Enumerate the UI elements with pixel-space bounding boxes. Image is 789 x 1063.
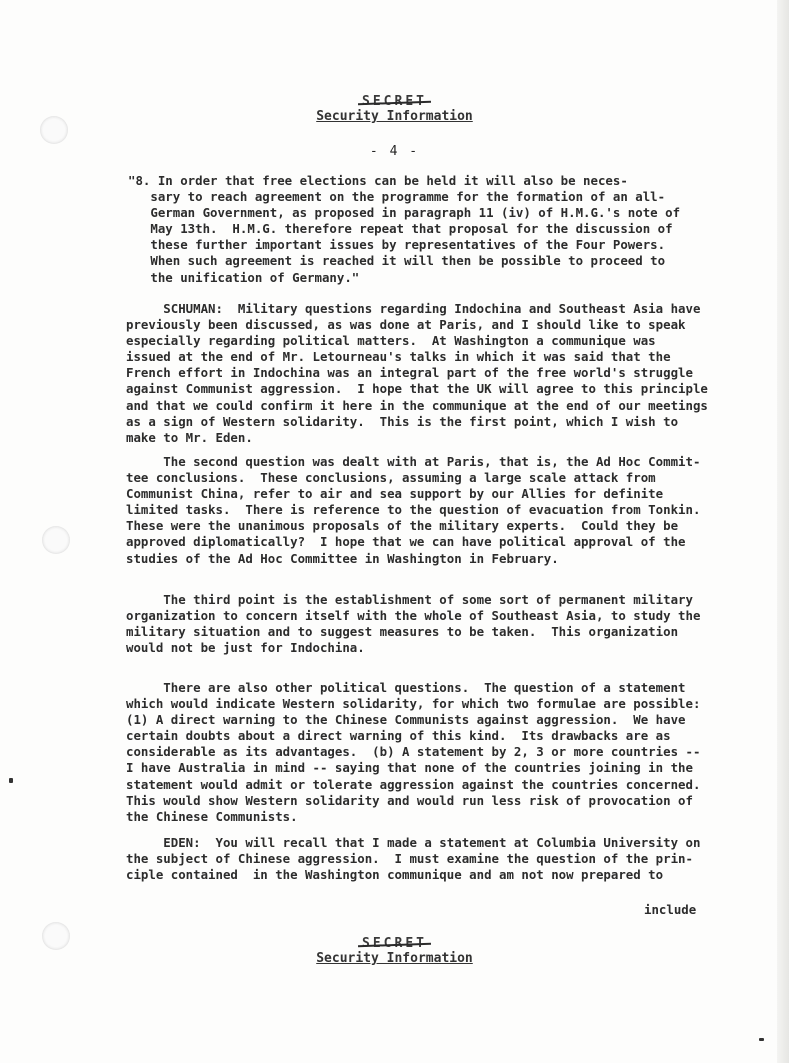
scan-speck (9, 778, 13, 783)
catchword: include (644, 902, 697, 917)
page-edge-shadow (777, 0, 789, 1063)
second-question-paragraph: The second question was dealt with at Paris, that is, the Ad Hoc Commit- tee conclusions. These conclusions, assuming a large scale attack from Communist China, refer to air and sea support by our Allies for definite limited tasks. There is reference to the question of evacuation from Tonkin. These were the unanimous proposals of the military experts. Could they be approved diplomatically? I hope that we can have political approval of the studies of the Ad Hoc Committee in Washington in February. (126, 454, 701, 566)
page-number: - 4 - (369, 144, 420, 159)
footer-classification-block (0, 932, 789, 966)
footer-classification: SECRET (362, 936, 427, 951)
third-point-paragraph: The third point is the establishment of some sort of permanent military organization to concern itself with the whole of Southeast Asia, to study the military situation and to suggest measures to be taken. This organization would not be just for Indochina. (126, 592, 701, 656)
header-caveat: Security Information (316, 109, 473, 124)
quoted-paragraph-8: "8. In order that free elections can be held it will also be neces- sary to reach agreement on the programme for the formation of an all- German Government, as proposed in paragraph 11 (iv) of H.M.G.'s note of May 13th. H.M.G. therefore repeat that proposal for the discussion of these further important issues by representatives of the Four Powers. When such agreement is reached it will then be possible to proceed to the unification of Germany." (128, 173, 681, 285)
footer-caveat: Security Information (316, 951, 473, 966)
schuman-statement: SCHUMAN: Military questions regarding Indochina and Southeast Asia have previously been discussed, as was done at Paris, and I should like to speak especially regarding political matters. At Washington a communique was issued at the end of Mr. Letourneau's talks in which it was said that the French effort in Indochina was an integral part of the free world's struggle against Communist aggression. I hope that the UK will agree to this principle and that we could confirm it here in the communique at the end of our meetings as a sign of Western solidarity. This is the first point, which I wish to make to Mr. Eden. (126, 301, 708, 445)
scan-speck (759, 1038, 764, 1041)
punch-hole (42, 526, 70, 554)
eden-statement: EDEN: You will recall that I made a statement at Columbia University on the subject of Chinese aggression. I must examine the question of the prin- ciple contained in the Washington communique and am not now prepared to (126, 835, 701, 883)
header-classification: SECRET (362, 94, 427, 109)
political-questions-paragraph: There are also other political questions. The question of a statement which would indicate Western solidarity, for which two formulae are possible: (1) A direct warning to the Chinese Communists against aggression. We have certain doubts about a direct warning of this kind. Its drawbacks are as considerable as its advantages. (b) A statement by 2, 3 or more countries -- I have Australia in mind -- saying that none of the countries joining in the statement would admit or tolerate aggression against the countries concerned. This would show Western solidarity and would run less risk of provocation of the Chinese Communists. (126, 680, 701, 824)
header-classification-block (0, 90, 789, 124)
